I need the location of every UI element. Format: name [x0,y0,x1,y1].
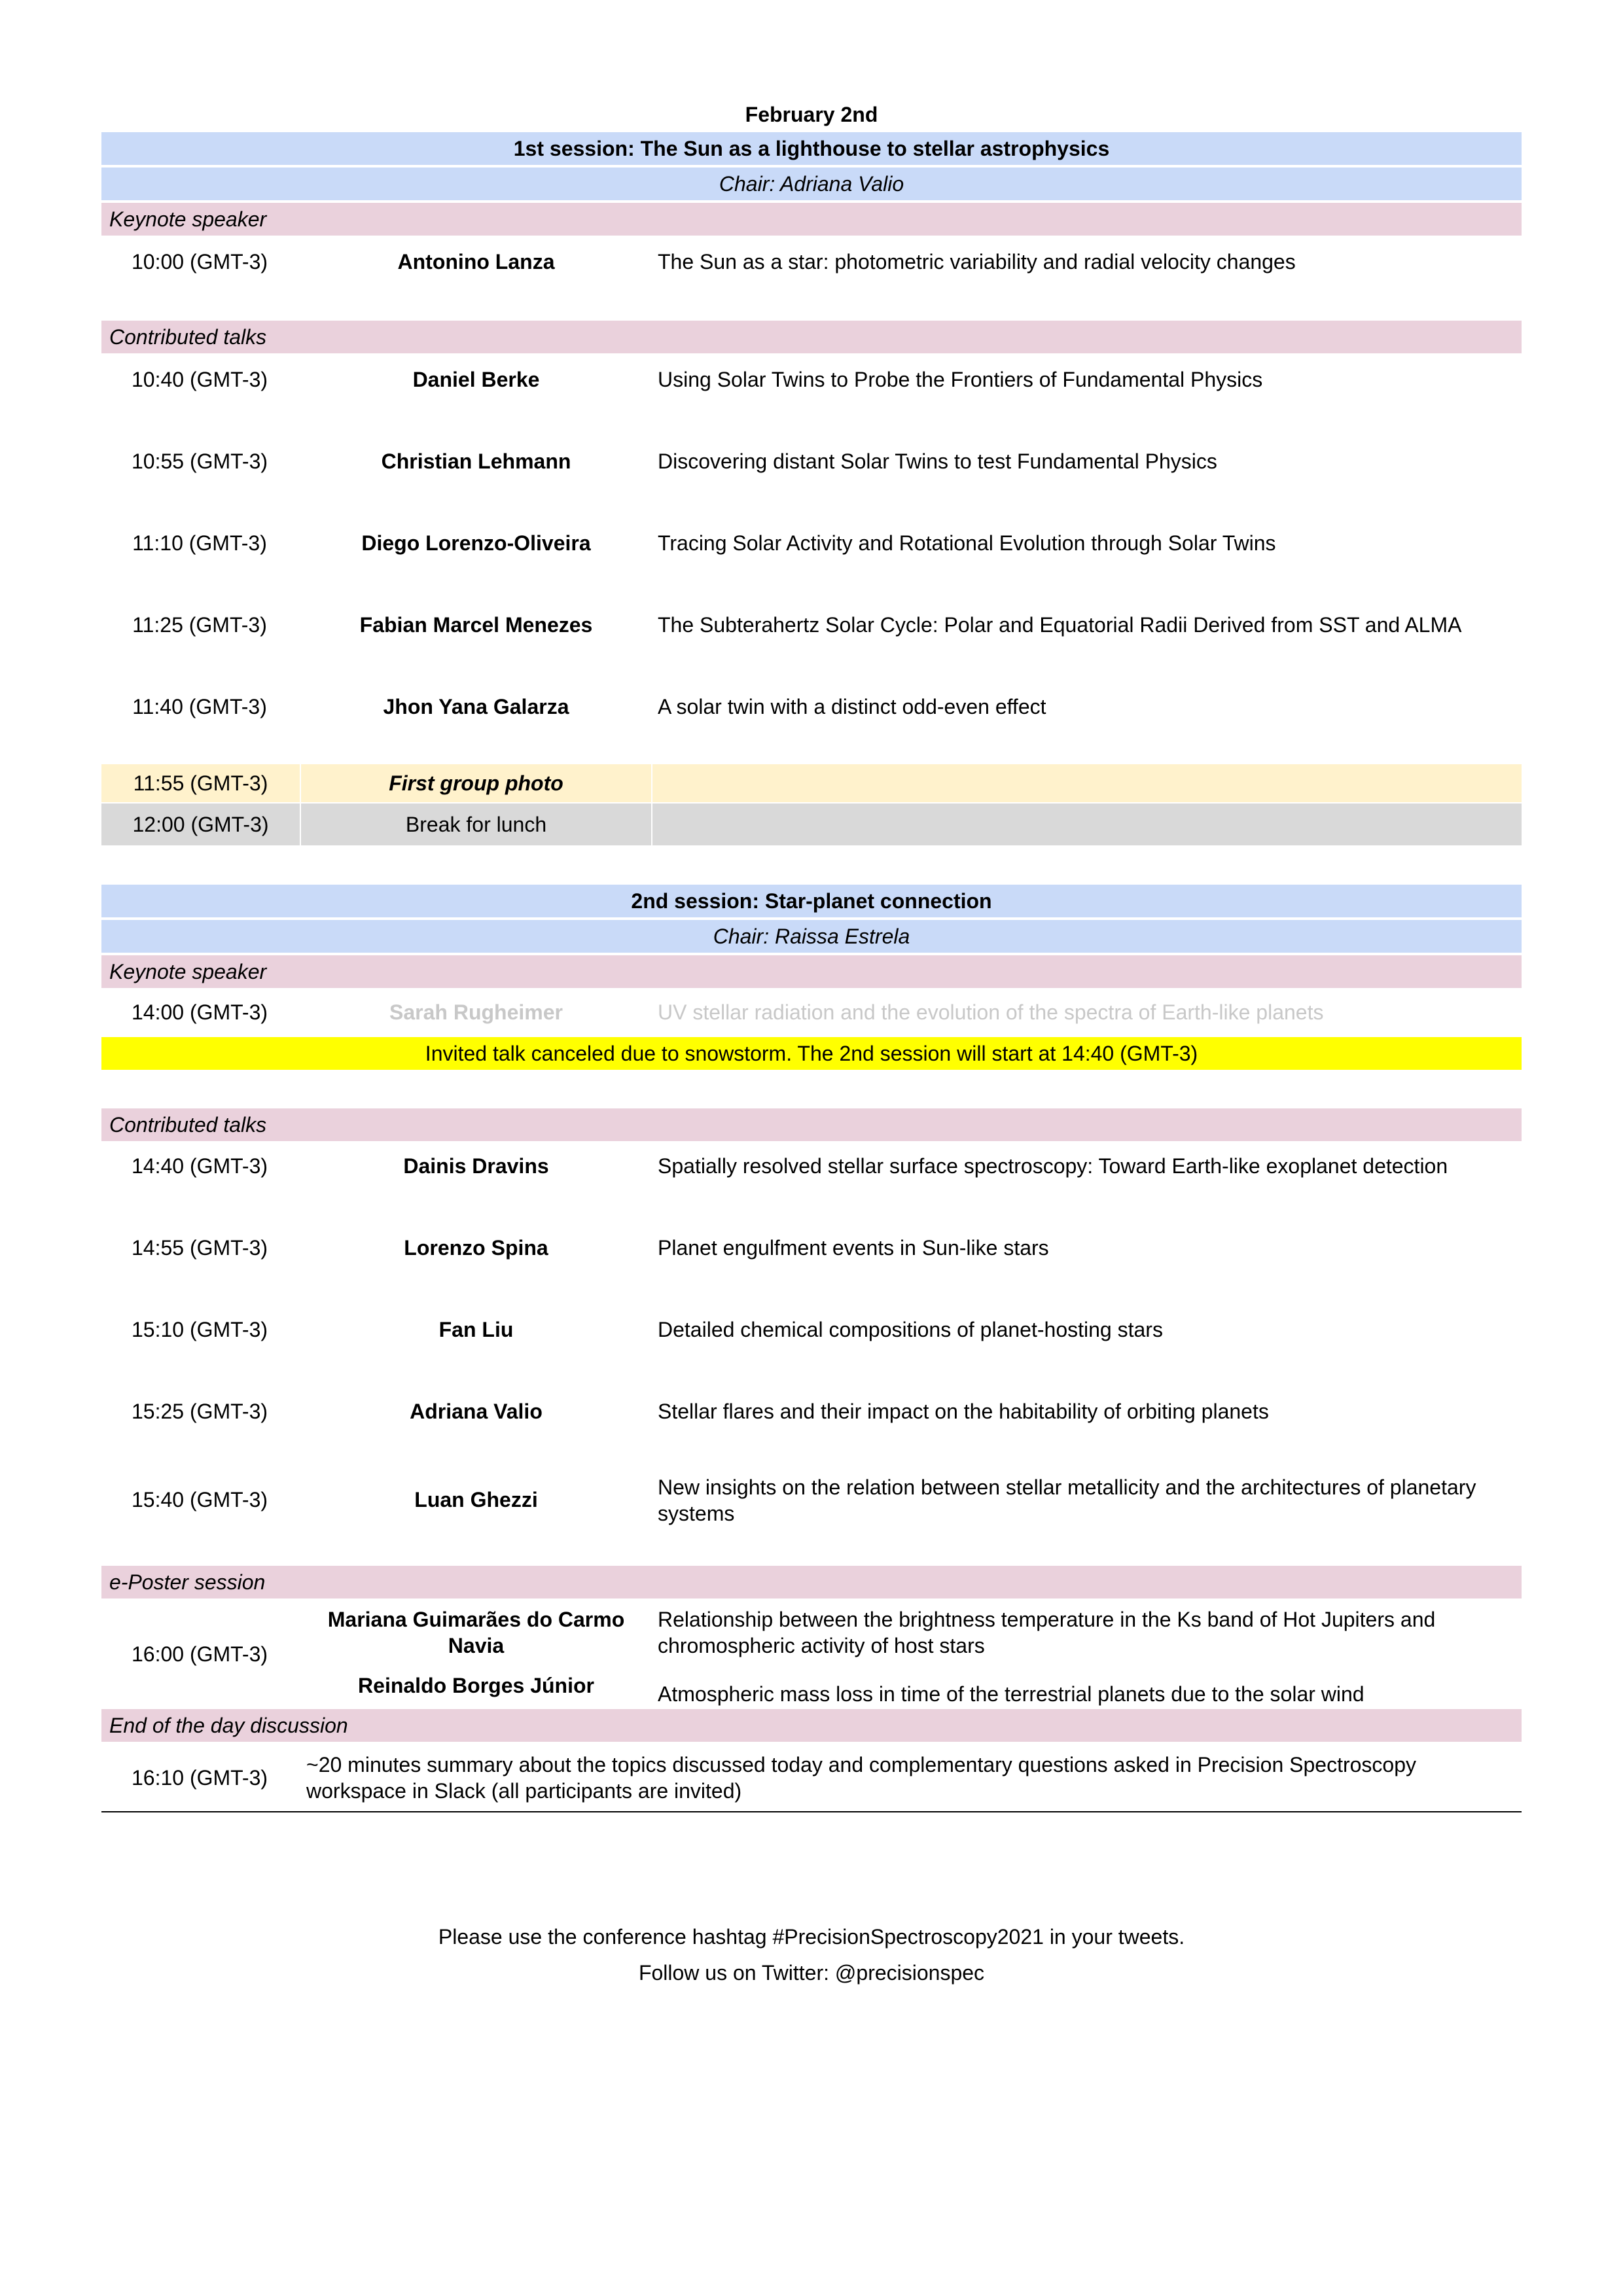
discussion-label: End of the day discussion [101,1709,1522,1742]
talk-time: 10:00 (GMT-3) [131,250,268,274]
day-title: February 2nd [745,103,878,126]
talk-time: 10:55 (GMT-3) [131,450,268,473]
group-photo-empty-cell [652,764,1522,802]
talk-time: 14:00 (GMT-3) [131,1000,268,1024]
hashtag-note: Please use the conference hashtag #PrecisionSpectroscopy2021 in your tweets. [438,1925,1185,1949]
table-bottom-rule [101,1811,1522,1812]
talk-speaker: Adriana Valio [410,1400,543,1423]
talk-speaker: Jhon Yana Galarza [383,695,569,718]
talk-title: Tracing Solar Activity and Rotational Evolution through Solar Twins [658,531,1276,555]
session-2-keynote-label: Keynote speaker [101,955,1522,988]
talk-time: 11:10 (GMT-3) [132,531,267,555]
talk-title: A solar twin with a distinct odd-even effect [658,695,1046,718]
talk-time: 10:40 (GMT-3) [131,368,268,391]
talk-title: Spatially resolved stellar surface spectroscopy: Toward Earth-like exoplanet detection [658,1154,1448,1178]
poster-speaker: Reinaldo Borges Júnior [358,1674,594,1697]
talk-title: New insights on the relation between stellar metallicity and the architectures of planetary systems [658,1475,1476,1525]
poster-title: Relationship between the brightness temperature in the Ks band of Hot Jupiters and chromospheric activity of host stars [658,1608,1436,1657]
talk-speaker: Daniel Berke [412,368,540,391]
poster-time: 16:00 (GMT-3) [131,1642,268,1666]
twitter-note: Follow us on Twitter: @precisionspec [638,1961,985,1985]
talk-time: 14:55 (GMT-3) [131,1236,268,1260]
talk-title: Discovering distant Solar Twins to test Fundamental Physics [658,450,1217,473]
lunch-time: 12:00 (GMT-3) [101,804,301,845]
talk-time: 15:40 (GMT-3) [131,1488,268,1511]
session-2-chair: Chair: Raissa Estrela [101,920,1522,953]
group-photo-row [101,764,1522,802]
talk-time: 15:10 (GMT-3) [131,1318,268,1341]
talk-title: Using Solar Twins to Probe the Frontiers of Fundamental Physics [658,368,1263,391]
talk-speaker: Antonino Lanza [397,250,555,274]
poster-speaker: Mariana Guimarães do Carmo Navia [327,1608,625,1657]
talk-title: Stellar flares and their impact on the habitability of orbiting planets [658,1400,1269,1423]
group-photo-label: First group photo [301,764,652,802]
session-2-contributed-label: Contributed talks [101,1108,1522,1141]
discussion-text: ~20 minutes summary about the topics discussed today and complementary questions asked in Precision Spectroscopy workspace in Slack (all participants are invited) [306,1753,1416,1803]
talk-time: 11:25 (GMT-3) [132,613,267,637]
lunch-empty-cell [652,804,1522,845]
session-1-title: 1st session: The Sun as a lighthouse to stellar astrophysics [101,132,1522,165]
poster-title: Atmospheric mass loss in time of the terrestrial planets due to the solar wind [658,1682,1364,1706]
canceled-talk-title: UV stellar radiation and the evolution of the spectra of Earth-like planets [658,1000,1324,1024]
canceled-talk-speaker: Sarah Rugheimer [389,1000,563,1024]
session-1-keynote-label: Keynote speaker [101,203,1522,236]
talk-title: Detailed chemical compositions of planet-hosting stars [658,1318,1163,1341]
group-photo-time: 11:55 (GMT-3) [101,764,301,802]
talk-speaker: Christian Lehmann [381,450,571,473]
talk-title: The Sun as a star: photometric variability and radial velocity changes [658,250,1296,274]
talk-speaker: Lorenzo Spina [404,1236,548,1260]
session-1-contributed-label: Contributed talks [101,321,1522,353]
talk-time: 11:40 (GMT-3) [132,695,267,718]
session-2-title: 2nd session: Star-planet connection [101,885,1522,917]
talk-speaker: Luan Ghezzi [414,1488,538,1511]
session-1-chair: Chair: Adriana Valio [101,168,1522,200]
discussion-time: 16:10 (GMT-3) [131,1766,268,1790]
poster-session-label: e-Poster session [101,1566,1522,1598]
talk-title: The Subterahertz Solar Cycle: Polar and Equatorial Radii Derived from SST and ALMA [658,613,1462,637]
lunch-label: Break for lunch [301,804,652,845]
talk-speaker: Diego Lorenzo-Oliveira [361,531,591,555]
cancellation-notice: Invited talk canceled due to snowstorm. The 2nd session will start at 14:40 (GMT-3) [101,1037,1522,1070]
talk-speaker: Fabian Marcel Menezes [359,613,593,637]
talk-time: 14:40 (GMT-3) [131,1154,268,1178]
talk-speaker: Dainis Dravins [403,1154,549,1178]
talk-time: 15:25 (GMT-3) [131,1400,268,1423]
talk-title: Planet engulfment events in Sun-like stars [658,1236,1049,1260]
lunch-row [101,804,1522,845]
talk-speaker: Fan Liu [438,1318,514,1341]
